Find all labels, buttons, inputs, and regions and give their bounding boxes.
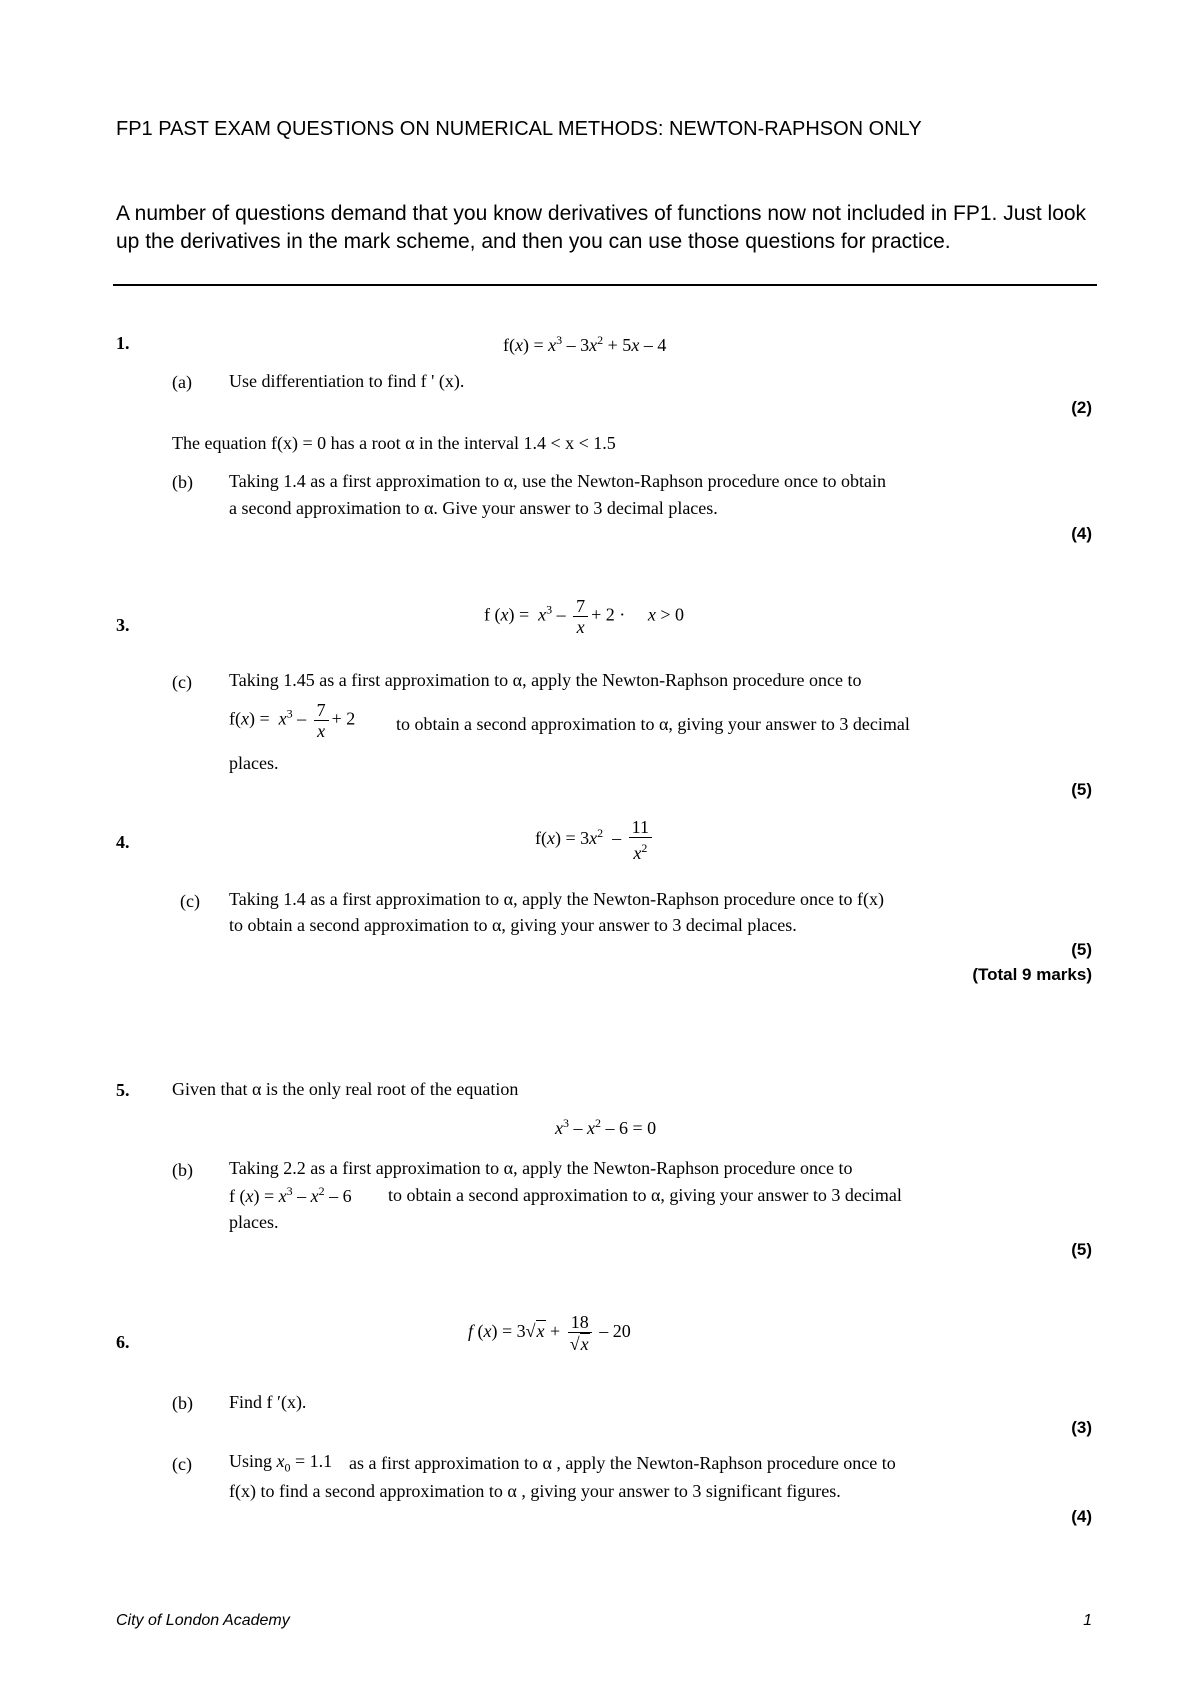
footer-school-name: City of London Academy: [116, 1612, 290, 1629]
q1-statement: The equation f(x) = 0 has a root α in the interval 1.4 < x < 1.5: [172, 433, 616, 453]
q1-part-b-line2: a second approximation to α. Give your answer to 3 decimal places.: [229, 498, 718, 518]
q1-part-a-text: Use differentiation to find f ' (x).: [229, 371, 465, 391]
q5-equation: $x^3 - x^2 - 6 = 0$: [555, 1116, 657, 1138]
q1-part-a-label: (a): [172, 372, 192, 392]
question-1-number: 1.: [116, 333, 130, 353]
question-4-equation: $f(x) = 3x^2$ – $\frac{11}{x^2}$: [535, 817, 655, 863]
question-1-equation: $f(x) = x^3 - 3x^2 + 5x - 4$: [503, 333, 667, 355]
question-6-number: 6.: [116, 1332, 130, 1352]
q3-part-c-function: $f(x) = x^3$ – $\frac{7}{x}$ + 2: [229, 700, 356, 741]
q1-part-a-marks: (2): [1071, 398, 1092, 417]
q3-part-c-label: (c): [172, 672, 192, 692]
intro-paragraph: A number of questions demand that you know derivatives of functions now not included in FP1. Just look up the derivatives in the mark scheme, and then you can use those questions for practice.: [116, 202, 1087, 253]
q5-part-b-line2: to obtain a second approximation to α, giving your answer to 3 decimal: [388, 1185, 902, 1205]
q5-part-b-marks: (5): [1071, 1240, 1092, 1259]
q6-part-c-line1: as a first approximation to α , apply the Newton-Raphson procedure once to: [349, 1453, 896, 1473]
question-6-equation: f (x) = 3√x + $\frac{18}{√x}$ – 20: [468, 1312, 631, 1354]
q6-part-c-initial: Using $x_0 = 1.1$: [229, 1451, 333, 1475]
q4-part-c-label: (c): [180, 891, 200, 911]
q6-part-c-marks: (4): [1071, 1507, 1092, 1526]
q5-part-b-function: f $(x) = x^3 - x^2 - 6$: [229, 1184, 352, 1206]
question-5-number: 5.: [116, 1080, 130, 1100]
q3-part-c-line3: places.: [229, 753, 279, 773]
page-title: FP1 PAST EXAM QUESTIONS ON NUMERICAL METHODS: NEWTON-RAPHSON ONLY: [116, 118, 922, 140]
q1-part-b-line1: Taking 1.4 as a first approximation to α, use the Newton-Raphson procedure once to obtain: [229, 471, 887, 491]
q4-part-c-marks: (5): [1071, 940, 1092, 959]
q4-total-marks: (Total 9 marks): [972, 965, 1092, 984]
header-divider: [113, 284, 1097, 286]
q6-part-b-marks: (3): [1071, 1418, 1092, 1437]
question-3-number: 3.: [116, 615, 130, 635]
footer-page-number: 1: [1083, 1612, 1092, 1629]
q1-part-b-label: (b): [172, 472, 193, 492]
q5-part-b-label: (b): [172, 1160, 193, 1180]
q3-part-c-line2: to obtain a second approximation to α, giving your answer to 3 decimal: [396, 714, 910, 734]
question-4-number: 4.: [116, 832, 130, 852]
q4-part-c-line2: to obtain a second approximation to α, giving your answer to 3 decimal places.: [229, 915, 797, 935]
q6-part-b-text: Find f ′(x).: [229, 1392, 307, 1412]
question-3-equation: f $(x) = x^3$ – $\frac{7}{x}$ + 2 · x > 0: [484, 596, 684, 637]
q1-part-b-marks: (4): [1071, 524, 1092, 543]
q5-part-b-line3: places.: [229, 1212, 279, 1232]
q6-part-c-label: (c): [172, 1454, 192, 1474]
q6-part-b-label: (b): [172, 1393, 193, 1413]
q3-part-c-marks: (5): [1071, 780, 1092, 799]
q5-intro: Given that α is the only real root of the equation: [172, 1079, 519, 1099]
q5-part-b-line1: Taking 2.2 as a first approximation to α, apply the Newton-Raphson procedure once to: [229, 1158, 853, 1178]
q3-part-c-line1: Taking 1.45 as a first approximation to α, apply the Newton-Raphson procedure once to: [229, 670, 862, 690]
q6-part-c-line2: f(x) to find a second approximation to α , giving your answer to 3 significant figures.: [229, 1481, 841, 1501]
q4-part-c-line1: Taking 1.4 as a first approximation to α, apply the Newton-Raphson procedure once to f(x): [229, 889, 884, 909]
